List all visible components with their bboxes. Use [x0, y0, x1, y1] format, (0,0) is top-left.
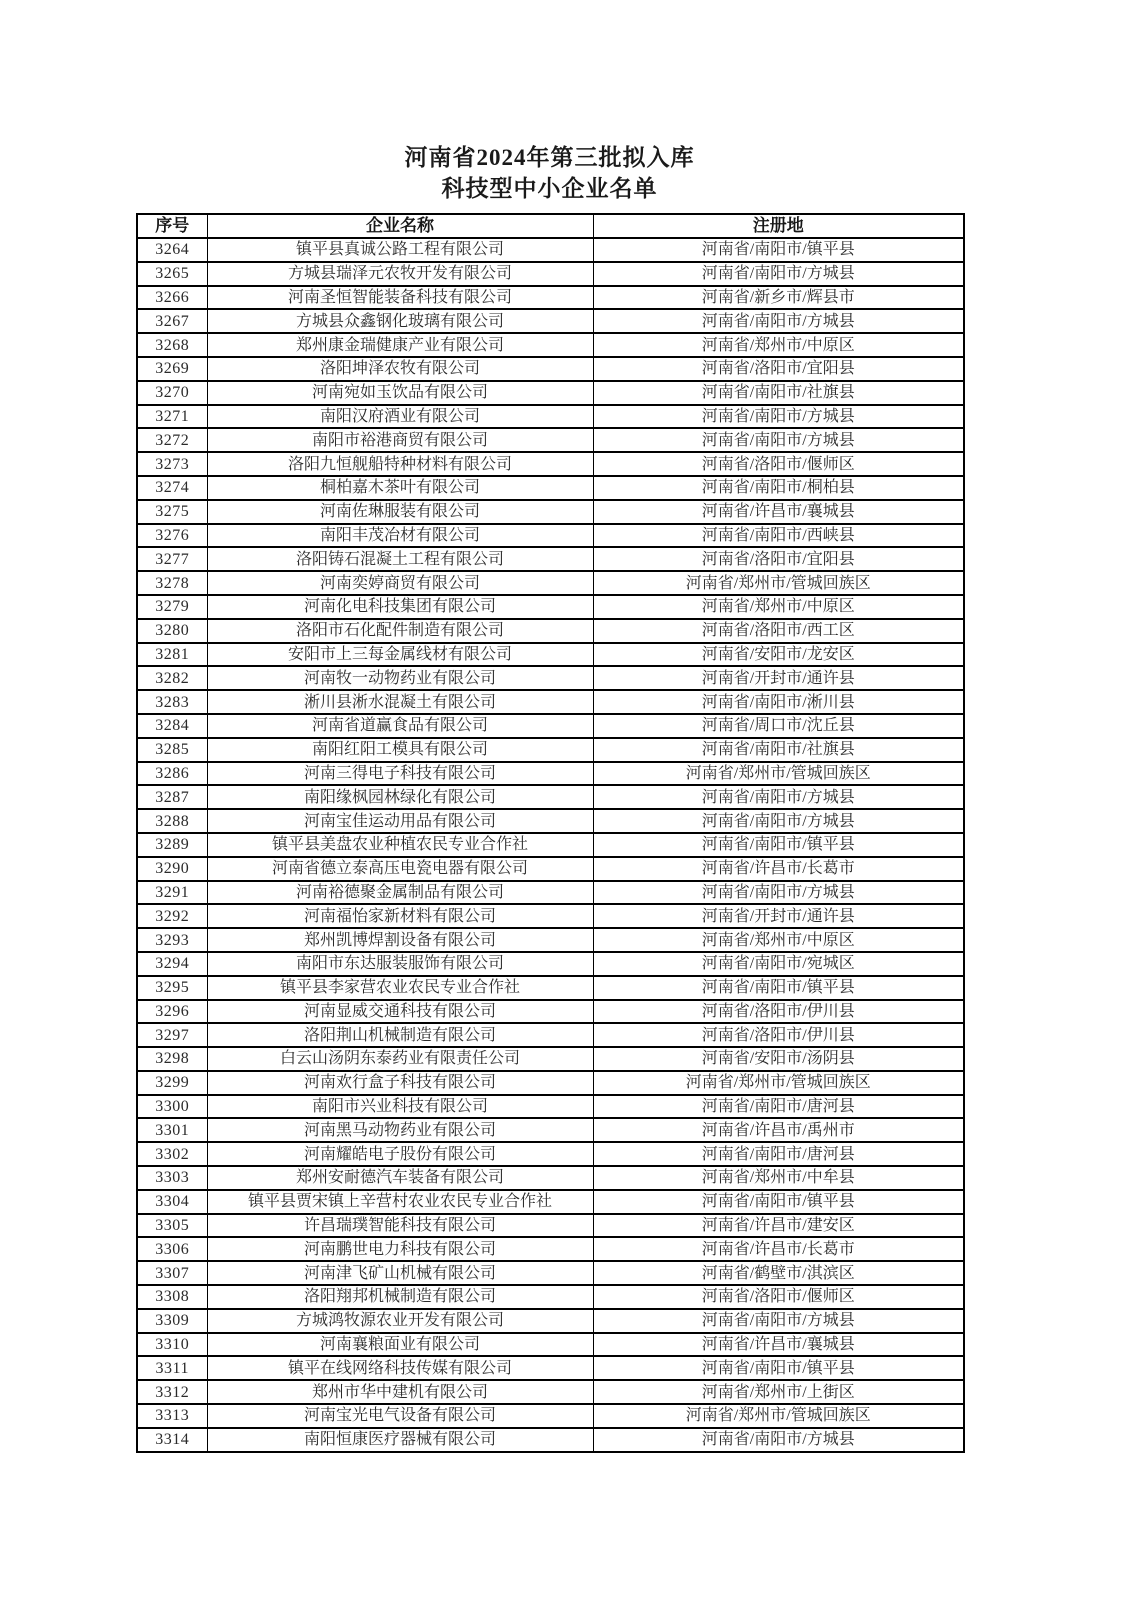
company-name-cell: 河南奕婷商贸有限公司	[207, 571, 593, 595]
serial-number-cell: 3297	[137, 1023, 207, 1047]
registration-place-cell: 河南省/许昌市/建安区	[593, 1214, 964, 1238]
table-row	[137, 690, 964, 714]
registration-place-cell: 河南省/郑州市/中原区	[593, 928, 964, 952]
table-row	[137, 738, 964, 762]
table-row	[137, 262, 964, 286]
serial-number-cell: 3310	[137, 1333, 207, 1357]
document-title	[136, 142, 963, 204]
registration-place-cell: 河南省/南阳市/桐柏县	[593, 476, 964, 500]
table-row	[137, 833, 964, 857]
table-row	[137, 643, 964, 667]
table-row	[137, 619, 964, 643]
company-name-cell: 方城鸿牧源农业开发有限公司	[207, 1309, 593, 1333]
company-name-cell: 郑州安耐德汽车装备有限公司	[207, 1166, 593, 1190]
registration-place-cell: 河南省/郑州市/管城回族区	[593, 762, 964, 786]
table-row	[137, 571, 964, 595]
table-row	[137, 809, 964, 833]
company-name-cell: 镇平县李家营农业农民专业合作社	[207, 976, 593, 1000]
company-name-cell: 河南福怡家新材料有限公司	[207, 904, 593, 928]
serial-number-cell: 3281	[137, 643, 207, 667]
table-row	[137, 357, 964, 381]
company-name-cell: 桐柏嘉木茶叶有限公司	[207, 476, 593, 500]
company-name-cell: 河南黑马动物药业有限公司	[207, 1118, 593, 1142]
table-row	[137, 1261, 964, 1285]
registration-place-cell: 河南省/南阳市/方城县	[593, 809, 964, 833]
serial-number-cell: 3268	[137, 333, 207, 357]
table-row	[137, 1142, 964, 1166]
serial-number-cell: 3314	[137, 1428, 207, 1452]
company-name-cell: 南阳市东达服装服饰有限公司	[207, 952, 593, 976]
registration-place-cell: 河南省/南阳市/社旗县	[593, 738, 964, 762]
title-line-1: 河南省2024年第三批拟入库	[404, 145, 695, 170]
company-name-cell: 河南省道赢食品有限公司	[207, 714, 593, 738]
table-row	[137, 976, 964, 1000]
serial-number-cell: 3272	[137, 428, 207, 452]
company-name-cell: 河南宝佳运动用品有限公司	[207, 809, 593, 833]
company-name-cell: 镇平在线网络科技传媒有限公司	[207, 1356, 593, 1380]
registration-place-cell: 河南省/南阳市/镇平县	[593, 1190, 964, 1214]
company-name-cell: 洛阳翔邦机械制造有限公司	[207, 1285, 593, 1309]
serial-number-cell: 3300	[137, 1095, 207, 1119]
registration-place-cell: 河南省/南阳市/淅川县	[593, 690, 964, 714]
serial-number-cell: 3267	[137, 309, 207, 333]
table-row	[137, 309, 964, 333]
registration-place-cell: 河南省/南阳市/镇平县	[593, 833, 964, 857]
table-row	[137, 1404, 964, 1428]
serial-number-cell: 3269	[137, 357, 207, 381]
serial-number-cell: 3302	[137, 1142, 207, 1166]
table-row	[137, 666, 964, 690]
registration-place-cell: 河南省/许昌市/长葛市	[593, 857, 964, 881]
registration-place-cell: 河南省/南阳市/镇平县	[593, 238, 964, 262]
serial-number-cell: 3308	[137, 1285, 207, 1309]
serial-number-cell: 3295	[137, 976, 207, 1000]
registration-place-cell: 河南省/郑州市/中原区	[593, 333, 964, 357]
serial-number-cell: 3307	[137, 1261, 207, 1285]
company-name-cell: 河南津飞矿山机械有限公司	[207, 1261, 593, 1285]
table-row	[137, 762, 964, 786]
serial-number-cell: 3285	[137, 738, 207, 762]
serial-number-cell: 3298	[137, 1047, 207, 1071]
company-name-cell: 郑州市华中建机有限公司	[207, 1380, 593, 1404]
serial-number-cell: 3271	[137, 405, 207, 429]
registration-place-cell: 河南省/许昌市/长葛市	[593, 1237, 964, 1261]
table-row	[137, 428, 964, 452]
registration-place-cell: 河南省/南阳市/方城县	[593, 881, 964, 905]
table-row	[137, 1000, 964, 1024]
table-row	[137, 1047, 964, 1071]
serial-number-cell: 3312	[137, 1380, 207, 1404]
registration-place-cell: 河南省/南阳市/方城县	[593, 1309, 964, 1333]
registration-place-cell: 河南省/许昌市/禹州市	[593, 1118, 964, 1142]
serial-number-cell: 3274	[137, 476, 207, 500]
table-row	[137, 333, 964, 357]
registration-place-cell: 河南省/郑州市/管城回族区	[593, 1404, 964, 1428]
table-row	[137, 1285, 964, 1309]
table-row	[137, 881, 964, 905]
company-name-cell: 安阳市上三每金属线材有限公司	[207, 643, 593, 667]
company-name-cell: 河南圣恒智能装备科技有限公司	[207, 286, 593, 310]
serial-number-cell: 3309	[137, 1309, 207, 1333]
serial-number-cell: 3294	[137, 952, 207, 976]
table-row	[137, 928, 964, 952]
serial-number-cell: 3264	[137, 238, 207, 262]
registration-place-cell: 河南省/南阳市/宛城区	[593, 952, 964, 976]
company-name-cell: 南阳市裕港商贸有限公司	[207, 428, 593, 452]
registration-place-cell: 河南省/南阳市/唐河县	[593, 1142, 964, 1166]
serial-number-cell: 3286	[137, 762, 207, 786]
serial-number-cell: 3266	[137, 286, 207, 310]
company-name-cell: 镇平县真诚公路工程有限公司	[207, 238, 593, 262]
table-row	[137, 286, 964, 310]
registration-place-cell: 河南省/南阳市/方城县	[593, 262, 964, 286]
company-name-cell: 河南宛如玉饮品有限公司	[207, 381, 593, 405]
registration-place-cell: 河南省/南阳市/方城县	[593, 785, 964, 809]
registration-place-cell: 河南省/安阳市/汤阴县	[593, 1047, 964, 1071]
company-name-cell: 河南化电科技集团有限公司	[207, 595, 593, 619]
company-name-cell: 河南襄粮面业有限公司	[207, 1333, 593, 1357]
table-row	[137, 238, 964, 262]
company-name-cell: 河南欢行盒子科技有限公司	[207, 1071, 593, 1095]
registration-place-cell: 河南省/洛阳市/宜阳县	[593, 357, 964, 381]
header-registration-place: 注册地	[593, 214, 964, 238]
registration-place-cell: 河南省/南阳市/方城县	[593, 1428, 964, 1452]
serial-number-cell: 3276	[137, 524, 207, 548]
table-row	[137, 452, 964, 476]
company-name-cell: 镇平县美盘农业种植农民专业合作社	[207, 833, 593, 857]
table-row	[137, 1356, 964, 1380]
company-table	[136, 213, 965, 1453]
table-row	[137, 1380, 964, 1404]
registration-place-cell: 河南省/鹤壁市/淇滨区	[593, 1261, 964, 1285]
company-name-cell: 南阳缘枫园林绿化有限公司	[207, 785, 593, 809]
registration-place-cell: 河南省/许昌市/襄城县	[593, 1333, 964, 1357]
serial-number-cell: 3280	[137, 619, 207, 643]
registration-place-cell: 河南省/南阳市/方城县	[593, 309, 964, 333]
table-row	[137, 381, 964, 405]
serial-number-cell: 3278	[137, 571, 207, 595]
table-row	[137, 595, 964, 619]
serial-number-cell: 3296	[137, 1000, 207, 1024]
company-name-cell: 洛阳坤泽农牧有限公司	[207, 357, 593, 381]
registration-place-cell: 河南省/南阳市/方城县	[593, 428, 964, 452]
serial-number-cell: 3288	[137, 809, 207, 833]
serial-number-cell: 3292	[137, 904, 207, 928]
registration-place-cell: 河南省/洛阳市/偃师区	[593, 1285, 964, 1309]
company-name-cell: 河南裕德聚金属制品有限公司	[207, 881, 593, 905]
company-name-cell: 方城县瑞泽元农牧开发有限公司	[207, 262, 593, 286]
registration-place-cell: 河南省/南阳市/镇平县	[593, 976, 964, 1000]
serial-number-cell: 3301	[137, 1118, 207, 1142]
table-row	[137, 1309, 964, 1333]
registration-place-cell: 河南省/周口市/沈丘县	[593, 714, 964, 738]
table-row	[137, 785, 964, 809]
table-row	[137, 1071, 964, 1095]
serial-number-cell: 3277	[137, 547, 207, 571]
serial-number-cell: 3304	[137, 1190, 207, 1214]
registration-place-cell: 河南省/郑州市/管城回族区	[593, 571, 964, 595]
table-row	[137, 500, 964, 524]
table-row	[137, 1237, 964, 1261]
table-row	[137, 1333, 964, 1357]
company-name-cell: 郑州凯博焊割设备有限公司	[207, 928, 593, 952]
table-row	[137, 1023, 964, 1047]
serial-number-cell: 3275	[137, 500, 207, 524]
table-row	[137, 1214, 964, 1238]
registration-place-cell: 河南省/许昌市/襄城县	[593, 500, 964, 524]
serial-number-cell: 3287	[137, 785, 207, 809]
company-name-cell: 南阳红阳工模具有限公司	[207, 738, 593, 762]
registration-place-cell: 河南省/洛阳市/伊川县	[593, 1000, 964, 1024]
company-name-cell: 白云山汤阴东泰药业有限责任公司	[207, 1047, 593, 1071]
company-name-cell: 方城县众鑫钢化玻璃有限公司	[207, 309, 593, 333]
company-name-cell: 南阳市兴业科技有限公司	[207, 1095, 593, 1119]
company-name-cell: 南阳汉府酒业有限公司	[207, 405, 593, 429]
serial-number-cell: 3306	[137, 1237, 207, 1261]
company-name-cell: 河南显威交通科技有限公司	[207, 1000, 593, 1024]
registration-place-cell: 河南省/郑州市/管城回族区	[593, 1071, 964, 1095]
table-header-row	[137, 214, 964, 238]
registration-place-cell: 河南省/南阳市/镇平县	[593, 1356, 964, 1380]
serial-number-cell: 3290	[137, 857, 207, 881]
registration-place-cell: 河南省/郑州市/中原区	[593, 595, 964, 619]
company-name-cell: 南阳恒康医疗器械有限公司	[207, 1428, 593, 1452]
serial-number-cell: 3293	[137, 928, 207, 952]
header-serial-number: 序号	[137, 214, 207, 238]
table-row	[137, 547, 964, 571]
serial-number-cell: 3265	[137, 262, 207, 286]
registration-place-cell: 河南省/南阳市/唐河县	[593, 1095, 964, 1119]
registration-place-cell: 河南省/洛阳市/偃师区	[593, 452, 964, 476]
company-name-cell: 南阳丰茂冶材有限公司	[207, 524, 593, 548]
registration-place-cell: 河南省/郑州市/中牟县	[593, 1166, 964, 1190]
company-name-cell: 河南三得电子科技有限公司	[207, 762, 593, 786]
serial-number-cell: 3279	[137, 595, 207, 619]
serial-number-cell: 3303	[137, 1166, 207, 1190]
registration-place-cell: 河南省/洛阳市/宜阳县	[593, 547, 964, 571]
company-name-cell: 洛阳市石化配件制造有限公司	[207, 619, 593, 643]
company-name-cell: 洛阳九恒舰船特种材料有限公司	[207, 452, 593, 476]
serial-number-cell: 3270	[137, 381, 207, 405]
title-line-2: 科技型中小企业名单	[441, 176, 658, 201]
table-row	[137, 952, 964, 976]
serial-number-cell: 3282	[137, 666, 207, 690]
table-row	[137, 1095, 964, 1119]
table-row	[137, 1166, 964, 1190]
table-row	[137, 405, 964, 429]
serial-number-cell: 3311	[137, 1356, 207, 1380]
table-row	[137, 904, 964, 928]
serial-number-cell: 3289	[137, 833, 207, 857]
registration-place-cell: 河南省/开封市/通许县	[593, 666, 964, 690]
serial-number-cell: 3283	[137, 690, 207, 714]
registration-place-cell: 河南省/南阳市/方城县	[593, 405, 964, 429]
serial-number-cell: 3313	[137, 1404, 207, 1428]
company-table-body	[137, 238, 964, 1452]
company-name-cell: 河南牧一动物药业有限公司	[207, 666, 593, 690]
company-name-cell: 镇平县贾宋镇上辛营村农业农民专业合作社	[207, 1190, 593, 1214]
registration-place-cell: 河南省/洛阳市/西工区	[593, 619, 964, 643]
company-name-cell: 河南鹏世电力科技有限公司	[207, 1237, 593, 1261]
serial-number-cell: 3284	[137, 714, 207, 738]
company-name-cell: 河南耀皓电子股份有限公司	[207, 1142, 593, 1166]
serial-number-cell: 3299	[137, 1071, 207, 1095]
registration-place-cell: 河南省/南阳市/西峡县	[593, 524, 964, 548]
registration-place-cell: 河南省/南阳市/社旗县	[593, 381, 964, 405]
company-name-cell: 淅川县淅水混凝土有限公司	[207, 690, 593, 714]
registration-place-cell: 河南省/安阳市/龙安区	[593, 643, 964, 667]
header-company-name: 企业名称	[207, 214, 593, 238]
serial-number-cell: 3291	[137, 881, 207, 905]
table-row	[137, 1190, 964, 1214]
table-row	[137, 1118, 964, 1142]
company-name-cell: 河南省德立泰高压电瓷电器有限公司	[207, 857, 593, 881]
table-row	[137, 1428, 964, 1452]
company-name-cell: 河南宝光电气设备有限公司	[207, 1404, 593, 1428]
company-name-cell: 郑州康金瑞健康产业有限公司	[207, 333, 593, 357]
company-name-cell: 洛阳铸石混凝土工程有限公司	[207, 547, 593, 571]
company-name-cell: 洛阳荆山机械制造有限公司	[207, 1023, 593, 1047]
registration-place-cell: 河南省/新乡市/辉县市	[593, 286, 964, 310]
table-row	[137, 476, 964, 500]
serial-number-cell: 3273	[137, 452, 207, 476]
table-row	[137, 857, 964, 881]
serial-number-cell: 3305	[137, 1214, 207, 1238]
company-name-cell: 许昌瑞璞智能科技有限公司	[207, 1214, 593, 1238]
table-row	[137, 714, 964, 738]
registration-place-cell: 河南省/洛阳市/伊川县	[593, 1023, 964, 1047]
document-content	[136, 142, 963, 1453]
table-row	[137, 524, 964, 548]
registration-place-cell: 河南省/郑州市/上街区	[593, 1380, 964, 1404]
registration-place-cell: 河南省/开封市/通许县	[593, 904, 964, 928]
company-name-cell: 河南佐琳服装有限公司	[207, 500, 593, 524]
